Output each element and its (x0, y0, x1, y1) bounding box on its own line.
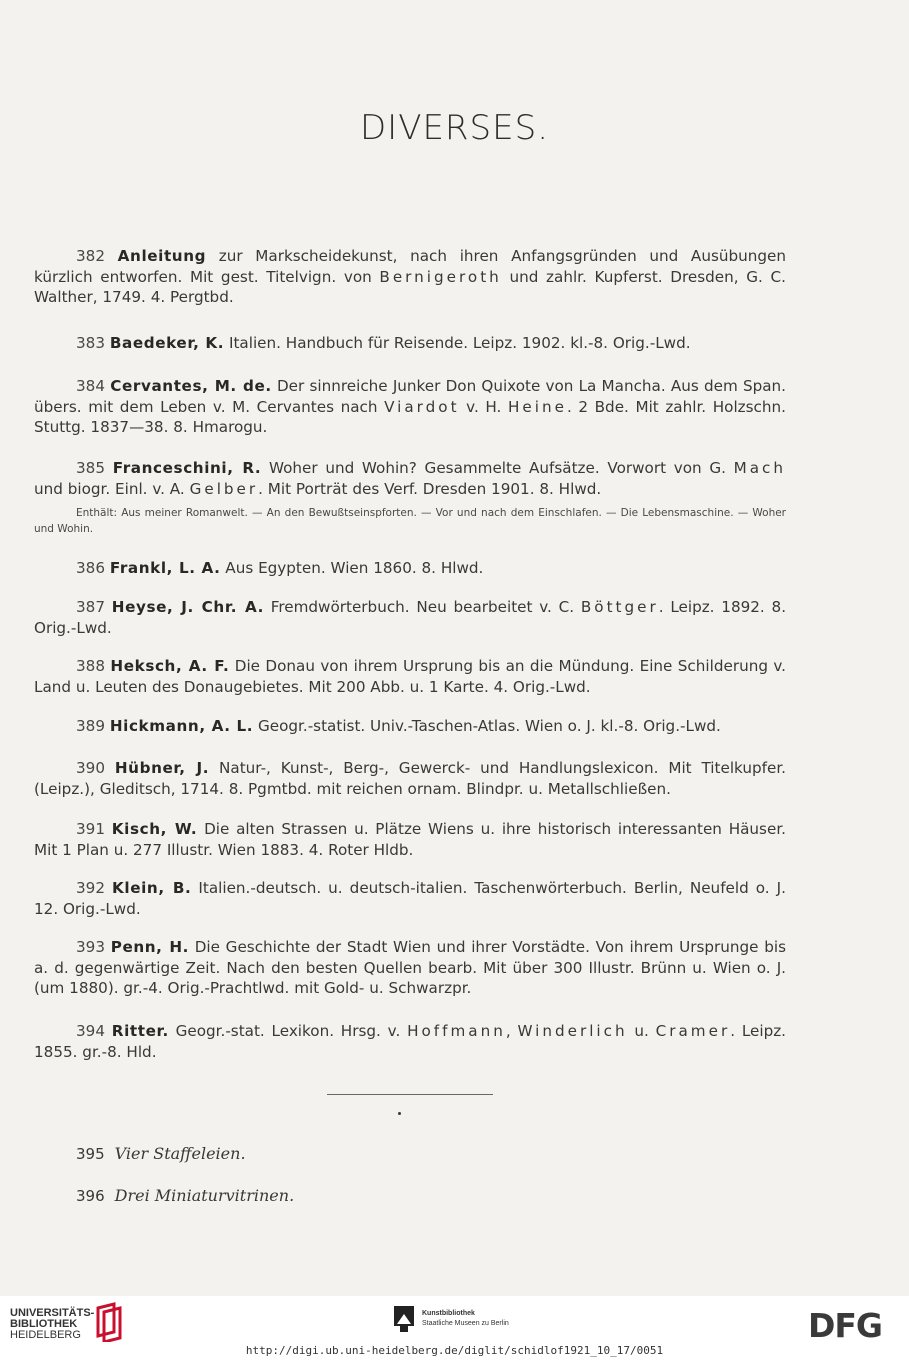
entry-author: Heksch, A. F. (110, 657, 230, 675)
entry-text: zur Markscheidekunst, nach ihren Anfangsgründen und Ausübungen kürzlich entworfen. Mit gest. Titelvign. von (34, 247, 786, 286)
entry-text: . 2 Bde. Mit zahlr. Holzschn. Stuttg. 1837—38. 8. Hmarogu. (34, 397, 786, 436)
entry-number: 393 (76, 938, 105, 956)
catalog-entry (34, 458, 786, 499)
catalog-entry (34, 819, 786, 860)
entry-author: Hickmann, A. L. (109, 717, 254, 735)
catalog-entry (34, 376, 786, 438)
entry-text: Natur-, Kunst-, Berg-, Gewerck- und Handlungslexicon. Mit Titelkupfer. (Leipz.), Gleditsch, 1714. 8. Pgmtbd. mit reichen ornam. Blindpr. u. Metallschließen. (34, 759, 786, 798)
catalog-entry (34, 1021, 786, 1062)
entry-author: Klein, B. (112, 879, 192, 897)
lot-text: Drei Miniaturvitrinen. (114, 1186, 295, 1205)
entry-text: Fremdwörterbuch. Neu bearbeitet v. C. (263, 598, 581, 616)
entry-text: Die Donau von ihrem Ursprung bis an die Mündung. Eine Schilderung v. Land u. Leuten des Donaugebietes. Mit 200 Abb. u. 1 Karte. 4. Orig.-Lwd. (34, 657, 787, 696)
entry-text: und biogr. Einl. v. A. (34, 479, 190, 498)
entry-text: u. (627, 1022, 656, 1040)
spaced-name: Mach (733, 459, 787, 477)
spaced-name: Heine (507, 397, 567, 416)
entry-author: Heyse, J. Chr. A. (111, 598, 264, 616)
entry-author: Frankl, L. A. (109, 559, 221, 577)
entry-number: 383 (76, 334, 105, 352)
entry-text: Italien.-deutsch. u. deutsch-italien. Taschenwörterbuch. Berlin, Neufeld o. J. 12. Orig.-Lwd. (34, 879, 786, 918)
kunstbibliothek-name: Kunstbibliothek Staatliche Museen zu Berlin (422, 1310, 509, 1327)
entry-text: Die Geschichte der Stadt Wien und ihrer Vorstädte. Von ihrem Ursprunge bis a. d. gegenwärtige Zeit. Nach den besten Quellen bearb. Mit über 300 Illustr. Brünn u. Wien o. J. (um 1880). gr.-4. Orig.-Prachtlwd. mit Gold- u. Schwarzpr. (34, 938, 786, 997)
entry-text: und zahlr. Kupferst. Dresden, G. C. Walther, 1749. 4. Pergtbd. (34, 267, 786, 306)
entry-author: Ritter. (111, 1022, 169, 1040)
ub-heidelberg-name: UNIVERSITÄTS- BIBLIOTHEK HEIDELBERG (10, 1307, 95, 1341)
spaced-name: Viardot (384, 397, 460, 416)
spaced-name: Bernigeroth (379, 267, 502, 286)
spaced-name: Winderlich (517, 1022, 628, 1040)
catalog-entry (34, 758, 786, 799)
entry-author: Kisch, W. (111, 820, 198, 838)
entry-author: Anleitung (117, 247, 207, 265)
entry-author: Cervantes, M. de. (110, 377, 272, 395)
ub-heidelberg-logo-icon (92, 1302, 126, 1342)
catalog-entry (34, 656, 786, 697)
lot-item (76, 1186, 294, 1205)
entry-number: 387 (76, 598, 105, 616)
entry-text: v. H. (459, 397, 508, 416)
spaced-name: Gelber (189, 479, 259, 498)
ornament-dot (398, 1112, 401, 1115)
entry-text: Geogr.-statist. Univ.-Taschen-Atlas. Wien o. J. kl.-8. Orig.-Lwd. (253, 717, 721, 735)
entry-author: Franceschini, R. (112, 459, 262, 477)
catalog-entry (34, 246, 786, 308)
entry-number: 382 (76, 247, 105, 265)
entry-text: . Leipz. 1855. gr.-8. Hld. (34, 1022, 787, 1061)
entry-text: Aus Egypten. Wien 1860. 8. Hlwd. (220, 559, 484, 577)
entry-text: Die alten Strassen u. Plätze Wiens u. ihre historisch interessanten Häuser. Mit 1 Plan u. 277 Illustr. Wien 1883. 4. Roter Hldb. (34, 820, 786, 859)
permalink-url[interactable]: http://digi.ub.uni-heidelberg.de/diglit/schidlof1921_10_17/0051 (245, 1344, 664, 1357)
catalog-entry (34, 558, 786, 579)
entry-number: 391 (76, 820, 105, 838)
entry-text: Der sinnreiche Junker Don Quixote von La Mancha. Aus dem Span. übers. mit dem Leben v. M. Cervantes nach (34, 377, 787, 416)
lot-number: 396 (76, 1187, 105, 1205)
entry-text: . Leipz. 1892. 8. Orig.-Lwd. (34, 598, 787, 637)
lot-item (76, 1144, 246, 1163)
entry-author: Hübner, J. (114, 759, 210, 777)
entry-author: Baedeker, K. (109, 334, 225, 352)
catalog-entry (34, 937, 786, 999)
entry-text: Geogr.-stat. Lexikon. Hrsg. v. (168, 1022, 408, 1040)
entry-text: . Mit Porträt des Verf. Dresden 1901. 8. Hlwd. (258, 479, 602, 498)
page-title: DIVERSES. (359, 108, 550, 148)
entry-number: 386 (76, 559, 105, 577)
entry-text: , (505, 1022, 518, 1040)
catalog-entry (34, 716, 786, 737)
entry-text: Woher und Wohin? Gesammelte Aufsätze. Vorwort von G. (261, 459, 734, 477)
entry-text: Italien. Handbuch für Reisende. Leipz. 1902. kl.-8. Orig.-Lwd. (224, 334, 691, 352)
entry-author: Penn, H. (110, 938, 189, 956)
catalog-entry (34, 597, 786, 638)
lot-number: 395 (76, 1145, 105, 1163)
entry-number: 385 (76, 459, 105, 477)
spaced-name: Cramer (655, 1022, 731, 1040)
lot-text: Vier Staffeleien. (114, 1144, 246, 1163)
catalog-entry (34, 333, 786, 354)
dfg-logo: DFG (808, 1306, 883, 1345)
catalog-entry (34, 878, 786, 919)
entry-number: 394 (76, 1022, 105, 1040)
entry-number: 388 (76, 657, 105, 675)
entry-number: 389 (76, 717, 105, 735)
spaced-name: Böttger (580, 598, 659, 616)
section-divider (327, 1094, 493, 1095)
kunstbibliothek-logo-icon (394, 1306, 414, 1332)
entry-number: 392 (76, 879, 105, 897)
entry-note: Enthält: Aus meiner Romanwelt. — An den Bewußtseinspforten. — Vor und nach dem Einschlafen. — Die Lebensmaschine. — Woher und Wohin. (34, 507, 786, 535)
spaced-name: Hoffmann (407, 1022, 506, 1040)
entry-number: 390 (76, 759, 105, 777)
entry-number: 384 (76, 377, 105, 395)
